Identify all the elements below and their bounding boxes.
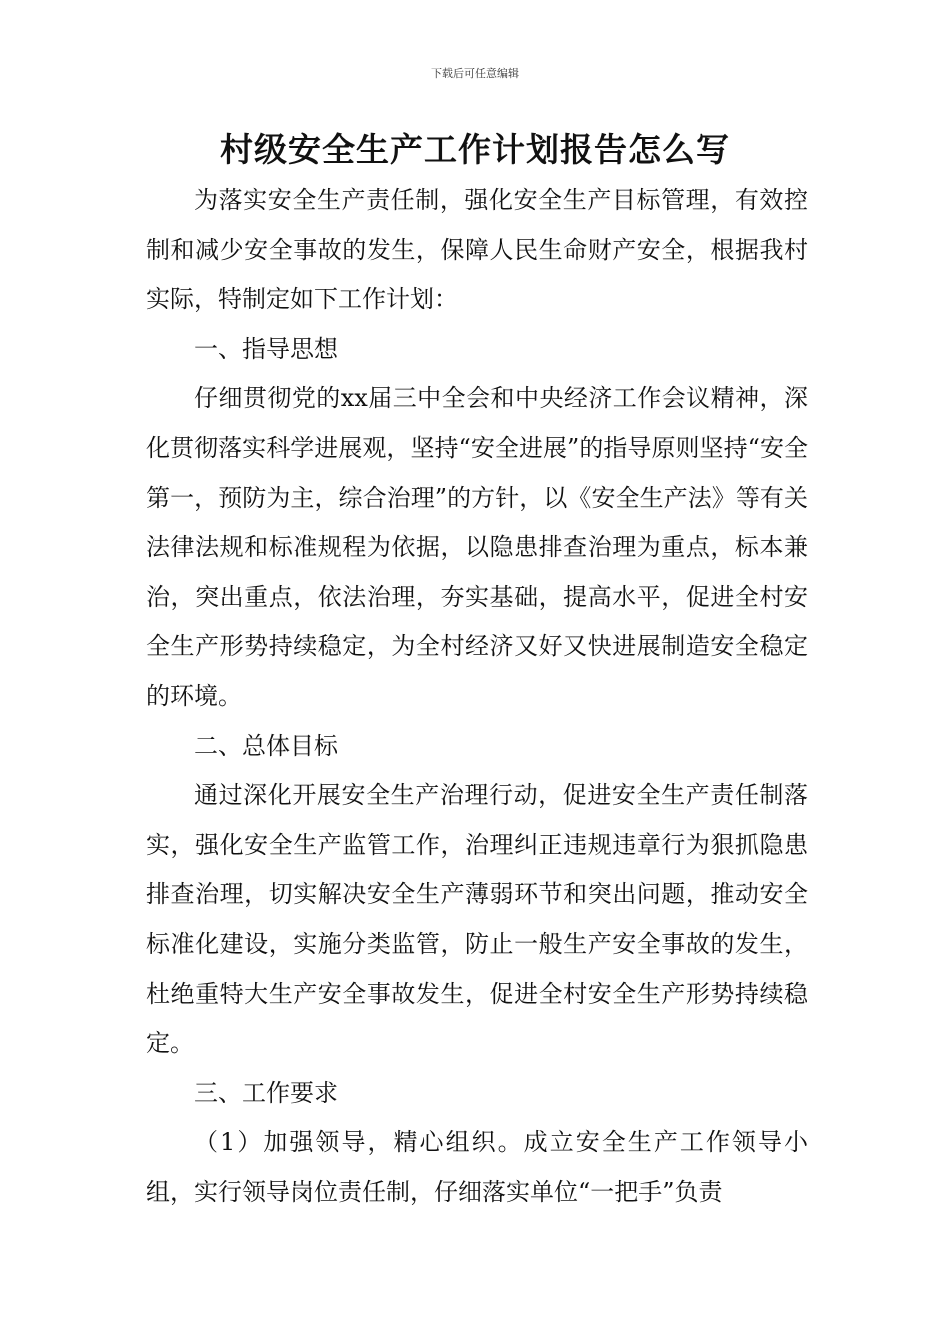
overall-goal-paragraph: 通过深化开展安全生产治理行动，促进安全生产责任制落实，强化安全生产监管工作，治理纠正违规违章行为狠抓隐患排查治理，切实解决安全生产薄弱环节和突出问题，推动安全标准化建设，实施分类监管，防止一般生产安全事故的发生，杜绝重特大生产安全事故发生，促进全村安全生产形势持续稳定。 <box>146 781 808 1058</box>
guiding-thought-paragraph: 仔细贯彻党的xx届三中全会和中央经济工作会议精神，深化贯彻落实科学进展观，坚持“安全进展”的指导原则坚持“安全第一，预防为主，综合治理”的方针，以《安全生产法》等有关法律法规和标准规程为依据，以隐患排查治理为重点，标本兼治，突出重点，依法治理，夯实基础，提高水平，促进全村安全生产形势持续稳定，为全村经济又好又快进展制造安全稳定的环境。 <box>146 384 808 710</box>
work-requirements-paragraph: （1）加强领导，精心组织。成立安全生产工作领导小组，实行领导岗位责任制，仔细落实单位“一把手”负责 <box>146 1128 808 1206</box>
section-heading-guiding-thought: 一、指导思想 <box>194 334 338 363</box>
header-note: 下载后可任意编辑 <box>431 67 519 80</box>
document-body <box>146 176 808 1217</box>
section-heading-overall-goal: 二、总体目标 <box>194 731 338 760</box>
intro-paragraph: 为落实安全生产责任制，强化安全生产目标管理，有效控制和减少安全事故的发生，保障人民生命财产安全，根据我村实际，特制定如下工作计划： <box>146 186 808 314</box>
document-title: 村级安全生产工作计划报告怎么写 <box>220 130 730 169</box>
section-heading-work-requirements: 三、工作要求 <box>194 1078 338 1107</box>
